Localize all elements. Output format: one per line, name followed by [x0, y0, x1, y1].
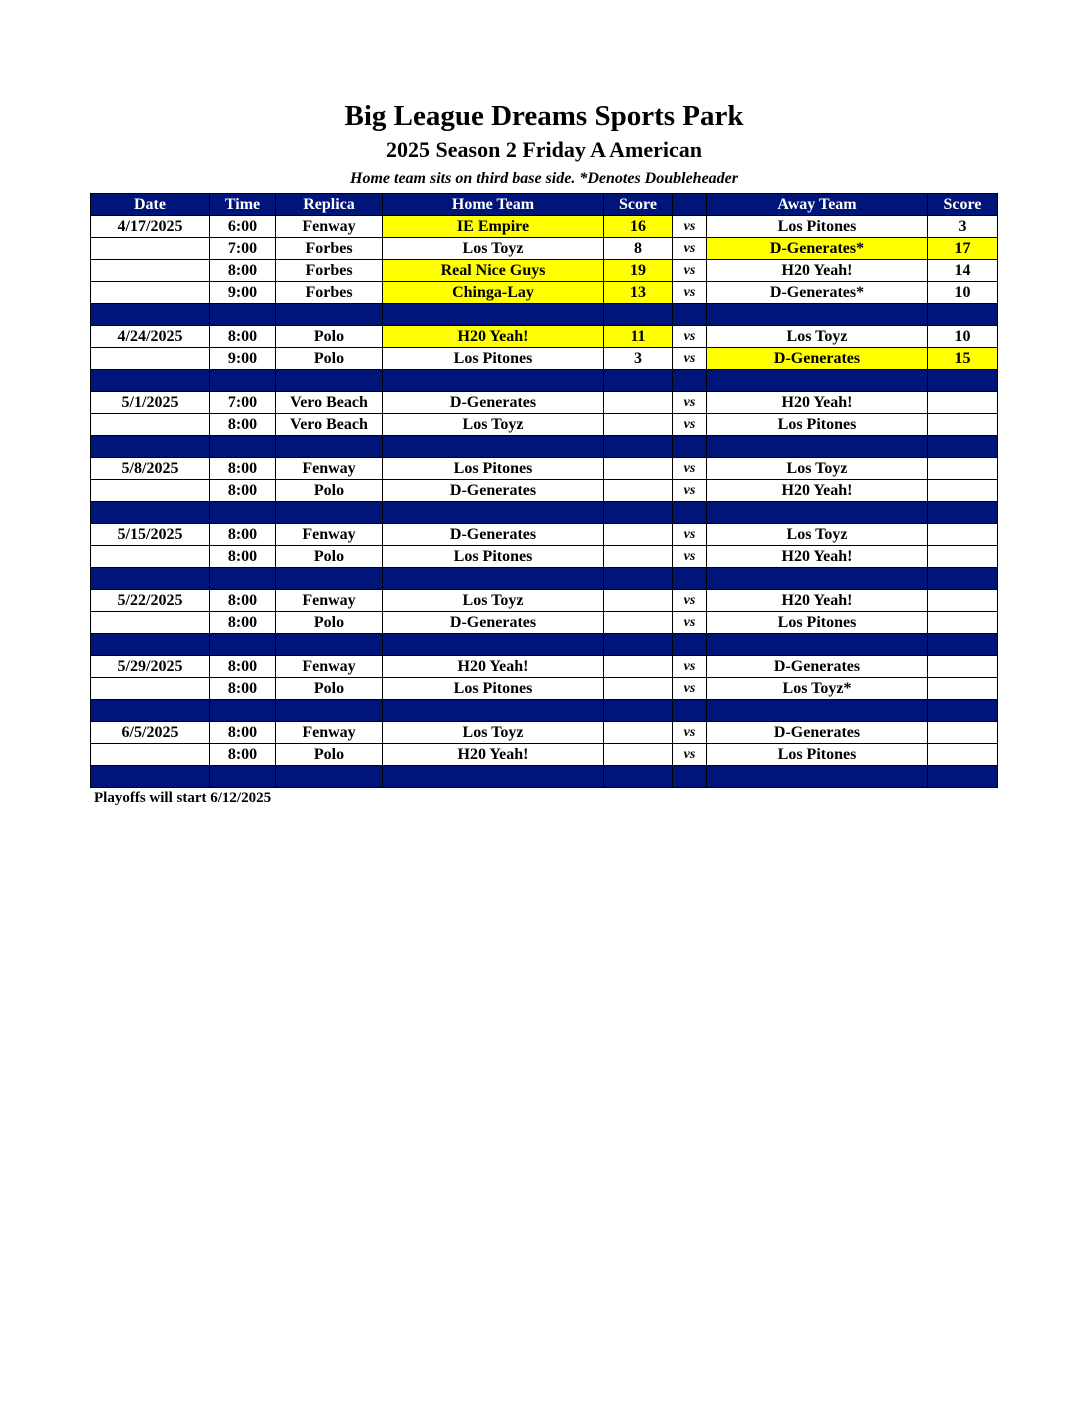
col-home-score-header: Score: [604, 194, 673, 216]
date-cell: [91, 414, 210, 436]
game-row: [91, 590, 998, 612]
away-score-cell: [928, 458, 998, 480]
field-cell: Forbes: [276, 260, 383, 282]
time-cell: 8:00: [210, 546, 276, 568]
time-cell: 8:00: [210, 722, 276, 744]
home-team-cell: D-Generates: [383, 480, 604, 502]
separator-cell: [210, 304, 276, 326]
separator-cell: [383, 436, 604, 458]
game-row: [91, 656, 998, 678]
home-team-cell: Los Pitones: [383, 348, 604, 370]
col-time-header: Time: [210, 194, 276, 216]
home-score-cell: [604, 546, 673, 568]
game-row: [91, 524, 998, 546]
game-row: [91, 546, 998, 568]
date-cell: 5/29/2025: [91, 656, 210, 678]
separator-cell: [210, 370, 276, 392]
field-cell: Fenway: [276, 216, 383, 238]
separator-row: [91, 304, 998, 326]
vs-cell: vs: [673, 458, 707, 480]
game-row: [91, 282, 998, 304]
time-cell: 8:00: [210, 480, 276, 502]
home-score-cell: 16: [604, 216, 673, 238]
date-cell: [91, 260, 210, 282]
separator-cell: [707, 634, 928, 656]
separator-cell: [91, 766, 210, 788]
home-team-cell: IE Empire: [383, 216, 604, 238]
separator-cell: [210, 700, 276, 722]
field-cell: Polo: [276, 678, 383, 700]
separator-cell: [276, 370, 383, 392]
separator-cell: [383, 766, 604, 788]
schedule-note: Home team sits on third base side. *Denotes Doubleheader: [350, 170, 738, 187]
away-team-cell: Los Toyz: [707, 458, 928, 480]
away-score-cell: 15: [928, 348, 998, 370]
home-team-cell: H20 Yeah!: [383, 326, 604, 348]
vs-cell: vs: [673, 260, 707, 282]
date-cell: 5/22/2025: [91, 590, 210, 612]
away-team-cell: Los Toyz: [707, 326, 928, 348]
game-row: [91, 744, 998, 766]
vs-cell: vs: [673, 744, 707, 766]
separator-cell: [928, 766, 998, 788]
field-cell: Forbes: [276, 238, 383, 260]
time-cell: 8:00: [210, 458, 276, 480]
field-cell: Fenway: [276, 722, 383, 744]
away-score-cell: [928, 480, 998, 502]
home-team-cell: D-Generates: [383, 392, 604, 414]
separator-cell: [210, 568, 276, 590]
game-row: [91, 722, 998, 744]
vs-cell: vs: [673, 282, 707, 304]
away-score-cell: [928, 392, 998, 414]
away-score-cell: 10: [928, 282, 998, 304]
field-cell: Fenway: [276, 656, 383, 678]
away-team-cell: D-Generates*: [707, 238, 928, 260]
home-team-cell: D-Generates: [383, 524, 604, 546]
separator-cell: [383, 304, 604, 326]
separator-cell: [673, 502, 707, 524]
home-score-cell: 11: [604, 326, 673, 348]
separator-cell: [673, 304, 707, 326]
separator-cell: [604, 568, 673, 590]
time-cell: 8:00: [210, 656, 276, 678]
away-team-cell: D-Generates: [707, 656, 928, 678]
separator-cell: [383, 568, 604, 590]
vs-cell: vs: [673, 414, 707, 436]
home-team-cell: D-Generates: [383, 612, 604, 634]
separator-cell: [276, 304, 383, 326]
date-cell: 4/17/2025: [91, 216, 210, 238]
separator-cell: [707, 502, 928, 524]
home-score-cell: 8: [604, 238, 673, 260]
time-cell: 6:00: [210, 216, 276, 238]
separator-cell: [276, 700, 383, 722]
away-team-cell: Los Pitones: [707, 414, 928, 436]
col-replica-header: Replica: [276, 194, 383, 216]
separator-cell: [707, 436, 928, 458]
separator-cell: [276, 766, 383, 788]
separator-cell: [928, 436, 998, 458]
home-score-cell: 13: [604, 282, 673, 304]
away-team-cell: H20 Yeah!: [707, 260, 928, 282]
time-cell: 7:00: [210, 238, 276, 260]
separator-row: [91, 568, 998, 590]
home-team-cell: H20 Yeah!: [383, 656, 604, 678]
time-cell: 8:00: [210, 590, 276, 612]
home-team-cell: Los Toyz: [383, 414, 604, 436]
separator-cell: [383, 700, 604, 722]
separator-cell: [91, 634, 210, 656]
game-row: [91, 326, 998, 348]
date-cell: 5/15/2025: [91, 524, 210, 546]
away-score-cell: 17: [928, 238, 998, 260]
separator-cell: [276, 502, 383, 524]
date-cell: [91, 238, 210, 260]
game-row: [91, 392, 998, 414]
away-team-cell: Los Pitones: [707, 744, 928, 766]
home-team-cell: H20 Yeah!: [383, 744, 604, 766]
separator-cell: [707, 370, 928, 392]
away-score-cell: 10: [928, 326, 998, 348]
vs-cell: vs: [673, 590, 707, 612]
separator-cell: [383, 370, 604, 392]
vs-cell: vs: [673, 612, 707, 634]
separator-cell: [928, 700, 998, 722]
schedule-body: [91, 216, 998, 788]
away-team-cell: Los Pitones: [707, 216, 928, 238]
separator-cell: [928, 502, 998, 524]
col-away-team-header: Away Team: [707, 194, 928, 216]
date-cell: 4/24/2025: [91, 326, 210, 348]
away-score-cell: [928, 524, 998, 546]
separator-cell: [276, 634, 383, 656]
vs-cell: vs: [673, 348, 707, 370]
time-cell: 9:00: [210, 282, 276, 304]
separator-cell: [383, 502, 604, 524]
home-team-cell: Los Pitones: [383, 546, 604, 568]
vs-cell: vs: [673, 678, 707, 700]
date-cell: [91, 678, 210, 700]
separator-cell: [673, 436, 707, 458]
away-score-cell: [928, 678, 998, 700]
separator-cell: [210, 634, 276, 656]
away-team-cell: D-Generates*: [707, 282, 928, 304]
field-cell: Polo: [276, 480, 383, 502]
game-row: [91, 216, 998, 238]
separator-cell: [91, 568, 210, 590]
vs-cell: vs: [673, 656, 707, 678]
separator-cell: [91, 304, 210, 326]
game-row: [91, 414, 998, 436]
date-cell: [91, 480, 210, 502]
separator-cell: [928, 634, 998, 656]
vs-cell: vs: [673, 238, 707, 260]
vs-cell: vs: [673, 392, 707, 414]
vs-cell: vs: [673, 546, 707, 568]
date-cell: 6/5/2025: [91, 722, 210, 744]
col-away-score-header: Score: [928, 194, 998, 216]
vs-cell: vs: [673, 216, 707, 238]
separator-cell: [604, 766, 673, 788]
page-subtitle: 2025 Season 2 Friday A American: [386, 137, 702, 162]
separator-row: [91, 370, 998, 392]
field-cell: Fenway: [276, 524, 383, 546]
separator-cell: [673, 370, 707, 392]
away-score-cell: 3: [928, 216, 998, 238]
away-team-cell: H20 Yeah!: [707, 590, 928, 612]
separator-row: [91, 502, 998, 524]
date-cell: [91, 744, 210, 766]
field-cell: Polo: [276, 546, 383, 568]
time-cell: 8:00: [210, 326, 276, 348]
home-score-cell: [604, 612, 673, 634]
vs-cell: vs: [673, 524, 707, 546]
home-score-cell: [604, 678, 673, 700]
field-cell: Vero Beach: [276, 392, 383, 414]
col-home-team-header: Home Team: [383, 194, 604, 216]
home-score-cell: [604, 458, 673, 480]
separator-row: [91, 766, 998, 788]
date-cell: [91, 612, 210, 634]
header-row: [91, 194, 998, 216]
separator-cell: [383, 634, 604, 656]
separator-row: [91, 436, 998, 458]
separator-cell: [928, 304, 998, 326]
time-cell: 8:00: [210, 414, 276, 436]
home-score-cell: 3: [604, 348, 673, 370]
page-title: Big League Dreams Sports Park: [344, 100, 744, 132]
time-cell: 9:00: [210, 348, 276, 370]
away-team-cell: H20 Yeah!: [707, 392, 928, 414]
field-cell: Polo: [276, 612, 383, 634]
home-team-cell: Real Nice Guys: [383, 260, 604, 282]
field-cell: Polo: [276, 744, 383, 766]
separator-cell: [707, 304, 928, 326]
date-cell: [91, 546, 210, 568]
away-team-cell: H20 Yeah!: [707, 546, 928, 568]
field-cell: Vero Beach: [276, 414, 383, 436]
separator-cell: [604, 436, 673, 458]
home-score-cell: [604, 480, 673, 502]
home-score-cell: [604, 414, 673, 436]
separator-cell: [673, 766, 707, 788]
field-cell: Fenway: [276, 590, 383, 612]
vs-cell: vs: [673, 480, 707, 502]
home-score-cell: [604, 656, 673, 678]
away-team-cell: D-Generates: [707, 348, 928, 370]
separator-cell: [91, 370, 210, 392]
vs-cell: vs: [673, 326, 707, 348]
away-score-cell: [928, 414, 998, 436]
away-score-cell: 14: [928, 260, 998, 282]
separator-cell: [604, 370, 673, 392]
away-score-cell: [928, 722, 998, 744]
date-cell: [91, 282, 210, 304]
separator-cell: [928, 370, 998, 392]
separator-cell: [673, 568, 707, 590]
home-score-cell: [604, 722, 673, 744]
separator-cell: [928, 568, 998, 590]
game-row: [91, 612, 998, 634]
home-score-cell: [604, 590, 673, 612]
playoffs-note: Playoffs will start 6/12/2025: [94, 790, 272, 806]
separator-cell: [276, 568, 383, 590]
time-cell: 8:00: [210, 744, 276, 766]
away-score-cell: [928, 656, 998, 678]
away-team-cell: Los Toyz: [707, 524, 928, 546]
away-team-cell: Los Pitones: [707, 612, 928, 634]
separator-cell: [673, 634, 707, 656]
game-row: [91, 480, 998, 502]
date-cell: 5/8/2025: [91, 458, 210, 480]
col-date-header: Date: [91, 194, 210, 216]
away-score-cell: [928, 612, 998, 634]
separator-cell: [91, 700, 210, 722]
separator-cell: [210, 502, 276, 524]
home-score-cell: [604, 744, 673, 766]
home-team-cell: Los Pitones: [383, 458, 604, 480]
home-team-cell: Los Pitones: [383, 678, 604, 700]
separator-cell: [210, 436, 276, 458]
away-score-cell: [928, 590, 998, 612]
home-score-cell: [604, 524, 673, 546]
away-team-cell: H20 Yeah!: [707, 480, 928, 502]
game-row: [91, 260, 998, 282]
schedule-table: [90, 193, 998, 788]
away-score-cell: [928, 546, 998, 568]
field-cell: Forbes: [276, 282, 383, 304]
separator-cell: [673, 700, 707, 722]
separator-cell: [604, 304, 673, 326]
away-team-cell: Los Toyz*: [707, 678, 928, 700]
separator-cell: [604, 502, 673, 524]
vs-cell: vs: [673, 722, 707, 744]
col-vs-header: [673, 194, 707, 216]
game-row: [91, 238, 998, 260]
field-cell: Fenway: [276, 458, 383, 480]
game-row: [91, 458, 998, 480]
home-team-cell: Los Toyz: [383, 722, 604, 744]
date-cell: 5/1/2025: [91, 392, 210, 414]
separator-cell: [604, 700, 673, 722]
game-row: [91, 678, 998, 700]
field-cell: Polo: [276, 348, 383, 370]
separator-cell: [604, 634, 673, 656]
home-score-cell: 19: [604, 260, 673, 282]
separator-cell: [276, 436, 383, 458]
separator-cell: [707, 568, 928, 590]
home-team-cell: Los Toyz: [383, 238, 604, 260]
separator-cell: [91, 502, 210, 524]
home-team-cell: Los Toyz: [383, 590, 604, 612]
game-row: [91, 348, 998, 370]
separator-row: [91, 634, 998, 656]
time-cell: 8:00: [210, 612, 276, 634]
separator-cell: [210, 766, 276, 788]
separator-cell: [707, 766, 928, 788]
time-cell: 8:00: [210, 524, 276, 546]
home-score-cell: [604, 392, 673, 414]
time-cell: 7:00: [210, 392, 276, 414]
away-score-cell: [928, 744, 998, 766]
time-cell: 8:00: [210, 260, 276, 282]
separator-cell: [91, 436, 210, 458]
separator-row: [91, 700, 998, 722]
separator-cell: [707, 700, 928, 722]
time-cell: 8:00: [210, 678, 276, 700]
field-cell: Polo: [276, 326, 383, 348]
home-team-cell: Chinga-Lay: [383, 282, 604, 304]
away-team-cell: D-Generates: [707, 722, 928, 744]
date-cell: [91, 348, 210, 370]
